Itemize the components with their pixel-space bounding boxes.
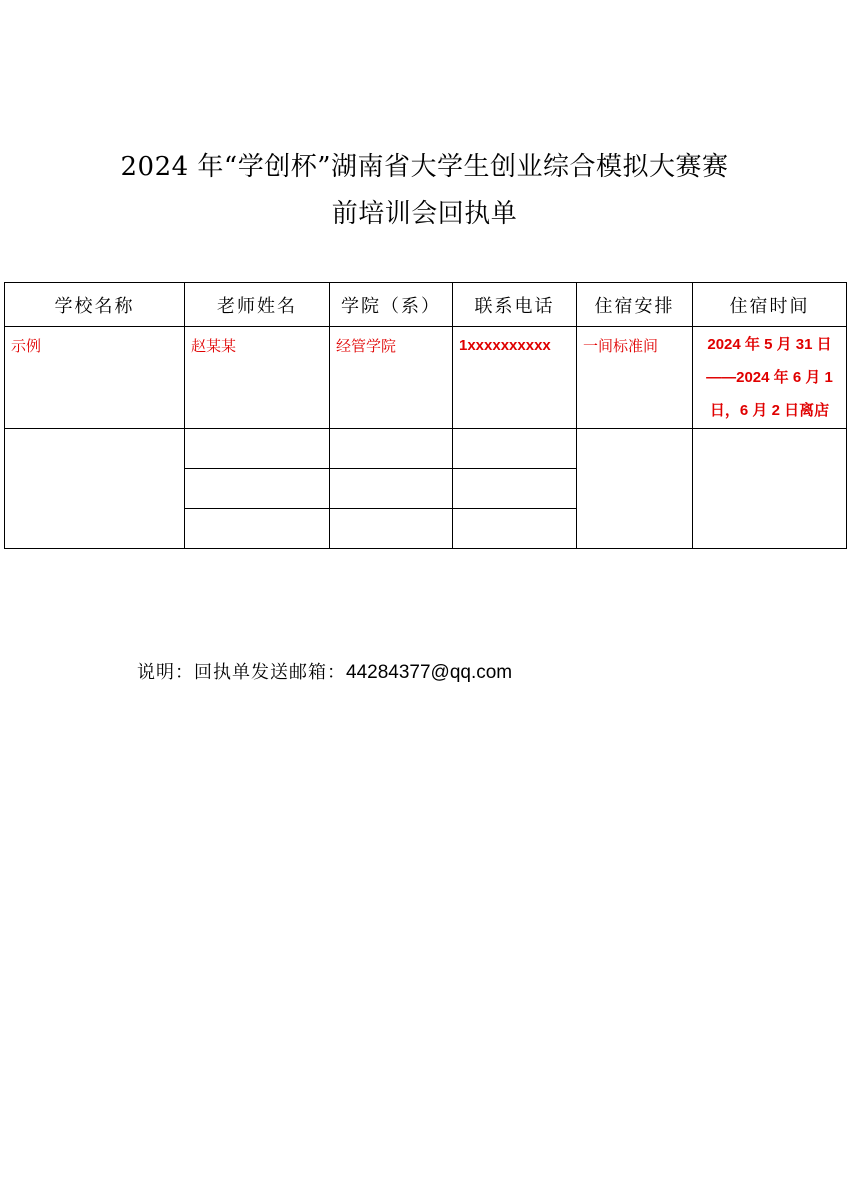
form-title-line-2: 前培训会回执单 — [331, 199, 518, 229]
blank-lodging-time-cell[interactable] — [693, 429, 847, 549]
blank-school-cell[interactable] — [5, 429, 185, 549]
example-lodging-time — [693, 327, 847, 429]
header-teacher-name: 老师姓名 — [185, 283, 330, 327]
blank-teacher-cell-2[interactable] — [185, 469, 330, 509]
example-college: 经管学院 — [330, 327, 453, 429]
lodging-time-line-1: 2024 年 5 月 31 日 — [707, 336, 832, 353]
blank-row-1 — [5, 429, 847, 469]
blank-lodging-cell[interactable] — [577, 429, 693, 549]
receipt-table — [4, 282, 847, 549]
example-lodging: 一间标准间 — [577, 327, 693, 429]
example-teacher: 赵某某 — [185, 327, 330, 429]
blank-college-cell-2[interactable] — [330, 469, 453, 509]
header-phone: 联系电话 — [453, 283, 577, 327]
table-header-row — [5, 283, 847, 327]
header-college: 学院（系） — [330, 283, 453, 327]
example-row — [5, 327, 847, 429]
note-email: 44284377@qq.com — [346, 662, 513, 683]
submission-note — [137, 658, 512, 684]
example-phone: 1xxxxxxxxxx — [453, 327, 577, 429]
header-lodging: 住宿安排 — [577, 283, 693, 327]
header-lodging-time: 住宿时间 — [693, 283, 847, 327]
blank-teacher-cell-1[interactable] — [185, 429, 330, 469]
header-school-name: 学校名称 — [5, 283, 185, 327]
blank-phone-cell-2[interactable] — [453, 469, 577, 509]
blank-college-cell-1[interactable] — [330, 429, 453, 469]
example-school: 示例 — [5, 327, 185, 429]
lodging-time-line-3: 日，6 月 2 日离店 — [709, 402, 830, 419]
blank-phone-cell-3[interactable] — [453, 509, 577, 549]
blank-teacher-cell-3[interactable] — [185, 509, 330, 549]
form-title-line-1: 2024 年“学创杯”湖南省大学生创业综合模拟大赛赛 — [120, 152, 729, 182]
blank-college-cell-3[interactable] — [330, 509, 453, 549]
note-label: 说明：回执单发送邮箱： — [137, 662, 346, 683]
blank-phone-cell-1[interactable] — [453, 429, 577, 469]
lodging-time-line-2: ——2024 年 6 月 1 — [706, 369, 833, 386]
